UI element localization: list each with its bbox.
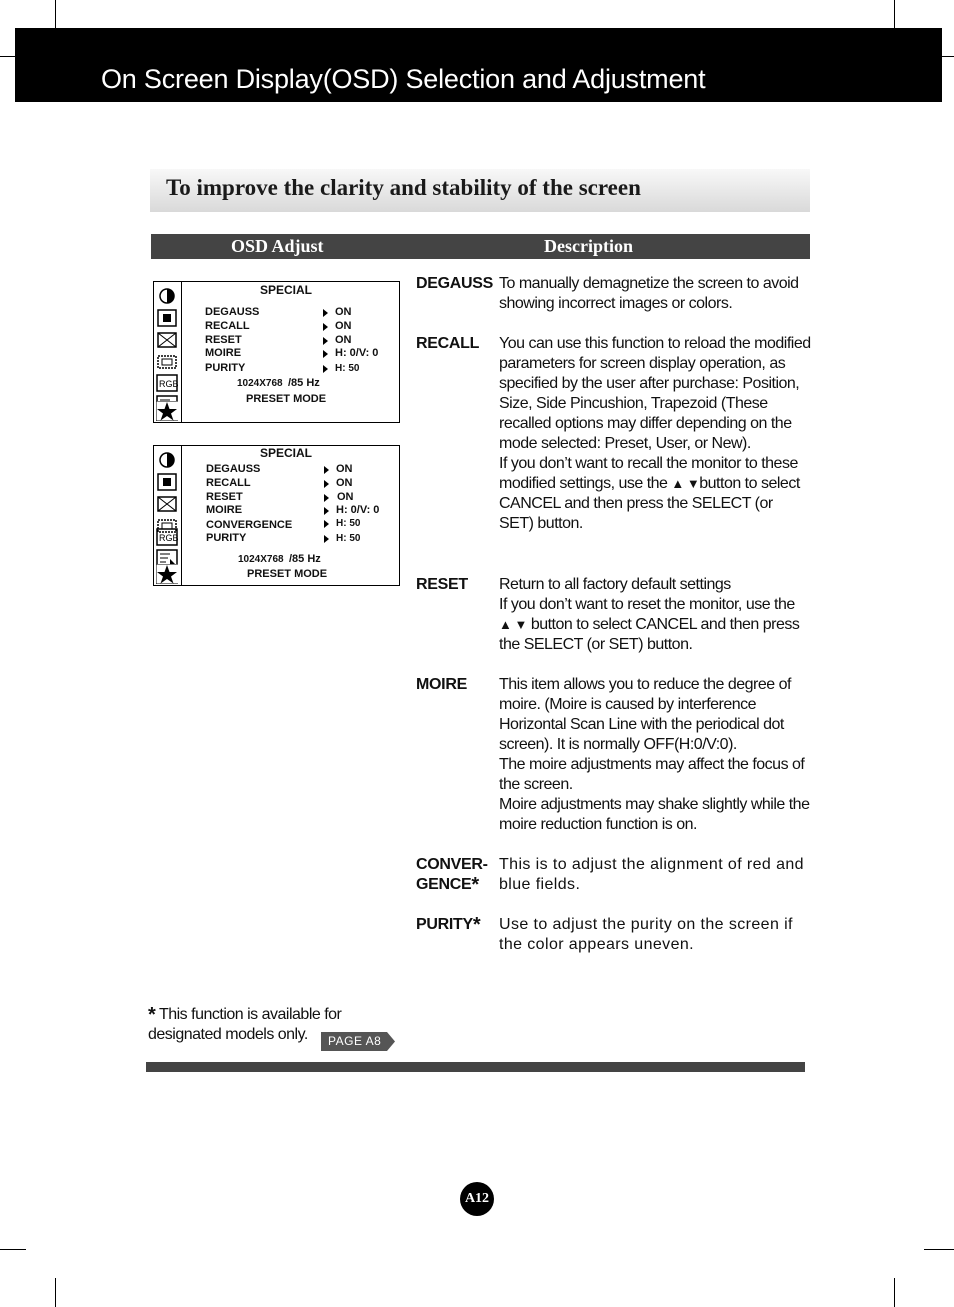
desc-reset-note-a: If you don’t want to reset the monitor, use the [499,596,795,613]
osd-label-recall: RECALL [206,477,251,489]
osd-value-reset: ON [337,491,354,503]
desc-convergence-text: This is to adjust the alignment of red and blue fields. [499,856,804,893]
osd-value-purity: H: 50 [336,533,361,544]
osd-label-purity: PURITY [205,362,246,374]
special-icon [156,401,178,421]
osd-arrow [324,535,329,543]
crop-mark [894,0,895,28]
osd-value-convergence: H: 50 [336,518,361,529]
page-number: A12 [460,1182,494,1216]
up-down-arrows-icon: ▲ ▼ [671,476,700,491]
osd-value-moire: H: 0/V: 0 [335,347,379,359]
section-title: To improve the clarity and stability of the screen [166,175,641,200]
osd-label-recall: RECALL [205,320,250,332]
osd-menu-1 [153,281,400,423]
asterisk: * [148,1004,156,1026]
osd-arrow [324,466,329,474]
crop-mark [0,1249,26,1250]
desc-moire-focus: The moire adjustments may affect the focus of the screen. [499,756,805,793]
osd-label-degauss: DEGAUSS [205,306,260,318]
column-header-osd-adjust: OSD Adjust [231,236,324,256]
special-icon [156,564,178,584]
rgb-icon [156,374,178,392]
osd-value-degauss: ON [336,463,353,475]
position-icon [156,473,178,491]
osd-label-reset: RESET [205,334,242,346]
section-band [150,169,810,212]
desc-purity [499,915,811,955]
crop-mark [0,56,15,57]
page-reference-text: PAGE A8 [328,1034,382,1048]
osd-arrow [323,337,328,345]
bottom-rule [146,1062,805,1072]
osd-menu-2 [153,445,400,586]
size-icon [156,331,178,349]
footnote-text: This function is available for designated models only. [148,1006,342,1043]
osd-value-recall: ON [335,320,352,332]
term-degauss: DEGAUSS [416,275,494,292]
osd-label-degauss: DEGAUSS [206,463,261,475]
column-header [151,234,810,259]
rgb-icon [156,528,178,546]
term-convergence-line1: CONVER- [416,856,488,873]
column-header-description: Description [544,236,633,256]
osd-mode: PRESET MODE [247,568,328,580]
brightness-icon [156,287,178,305]
osd-value-moire: H: 0/V: 0 [336,504,380,516]
osd-arrow [323,350,328,358]
osd-frequency: /85 Hz [289,553,321,565]
osd-label-reset: RESET [206,491,243,503]
desc-recall-note [499,454,811,534]
crop-mark [942,56,954,57]
header-bar [15,28,942,102]
osd-label-moire: MOIRE [206,504,243,516]
osd-icon-column [154,446,182,585]
size-icon [156,495,178,513]
term-recall: RECALL [416,335,480,352]
term-convergence [416,856,488,897]
osd-arrow [324,520,329,528]
crop-mark [894,1278,895,1307]
osd-resolution: 1024X768 [237,378,283,389]
osd-arrow [324,494,329,502]
desc-degauss [499,274,811,314]
osd-label-moire: MOIRE [205,347,242,359]
desc-purity-text: Use to adjust the purity on the screen if the color appears uneven. [499,916,793,953]
desc-degauss-text: To manually demagnetize the screen to avoid showing incorrect images or colors. [499,275,799,312]
desc-reset-text: Return to all factory default settings [499,576,731,593]
desc-reset-note [499,595,811,655]
osd-value-purity: H: 50 [335,363,360,374]
osd-arrow [323,309,328,317]
svg-text:RGB: RGB [159,379,178,389]
crop-mark [55,1278,56,1307]
desc-moire-shake: Moire adjustments may shake slightly while the moire reduction function is on. [499,796,810,833]
osd-value-degauss: ON [335,306,352,318]
svg-text:RGB: RGB [159,533,178,543]
osd-arrow [323,365,328,373]
geometry-icon [156,353,178,371]
osd-menu-title: SPECIAL [260,446,313,460]
osd-frequency: /85 Hz [288,377,320,389]
desc-recall [499,334,811,534]
brightness-icon [156,451,178,469]
crop-mark [924,1249,954,1250]
desc-convergence [499,855,811,895]
osd-resolution: 1024X768 [238,554,284,565]
term-convergence-line2 [416,874,488,897]
page-reference-tag [321,1032,395,1051]
osd-arrow [323,323,328,331]
up-down-arrows-icon: ▲ ▼ [499,617,527,632]
desc-moire-text: This item allows you to reduce the degree of moire. (Moire is caused by interference Horizontal Scan Line with the periodical dot screen). It is normally OFF(H:0/V:0). [499,676,791,753]
desc-moire [499,675,811,835]
osd-mode: PRESET MODE [246,393,327,405]
asterisk: * [471,874,479,896]
desc-recall-text: You can use this function to reload the modified parameters for screen display operation, as specified by the user after purchase: Position, Size, Side Pincushion, Trapezoid (These recalled options may differ depending on the mode selected: Preset, User, or New). [499,335,811,452]
osd-value-reset: ON [335,334,352,346]
osd-menu-title: SPECIAL [260,283,313,297]
osd-label-purity: PURITY [206,532,247,544]
page-title: On Screen Display(OSD) Selection and Adjustment [101,64,706,94]
term-moire: MOIRE [416,676,467,693]
term-purity [416,914,480,937]
osd-arrow [324,480,329,488]
desc-recall-note-b: button to select CANCEL and then press the SELECT (or SET) button. [499,475,800,532]
osd-label-convergence: CONVERGENCE [206,519,293,531]
desc-recall-note-a: If you don’t want to recall the monitor to these modified settings, use the [499,455,798,492]
osd-value-recall: ON [336,477,353,489]
osd-icon-column [154,282,182,422]
position-icon [156,309,178,327]
crop-mark [55,0,56,28]
term-convergence-text: GENCE [416,876,472,893]
term-purity-text: PURITY [416,916,473,933]
asterisk: * [472,914,481,936]
desc-reset [499,575,811,655]
desc-reset-note-b: button to select CANCEL and then press the SELECT (or SET) button. [499,616,800,653]
term-reset: RESET [416,576,468,593]
osd-arrow [324,507,329,515]
